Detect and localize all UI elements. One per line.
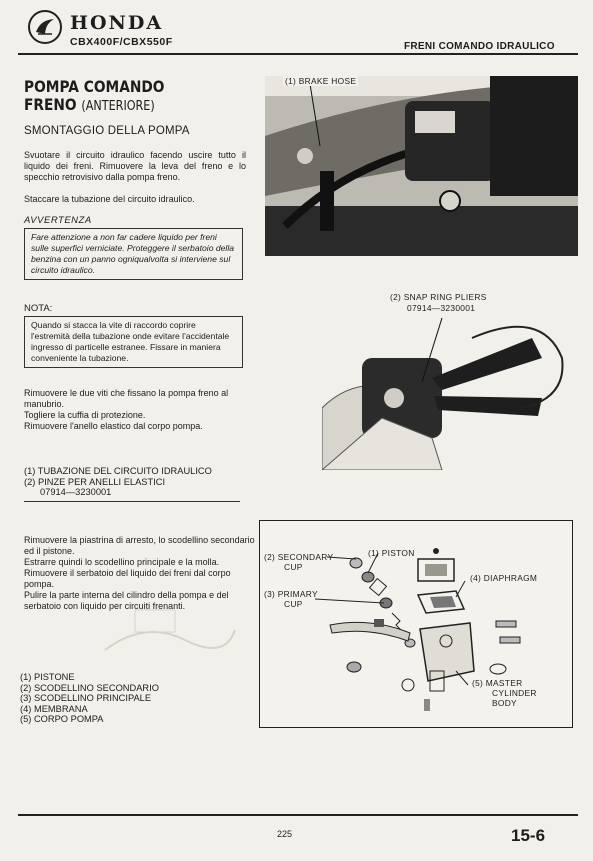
intro-text: Svuotare il circuito idraulico facendo uscire tutto il liquido dei freni. Rimuovere la leva del freno e lo specchio retrovisivo dalla pompa freno. [24,150,246,182]
brand-name: HONDA [70,12,164,34]
disassembly-text-3: Rimuovere il serbatoio del liquido dei freni dal corpo pompa. [24,568,231,589]
label-line: (2) SECONDARY [264,552,334,562]
remove-text-2: Togliere la cuffia di protezione. [24,410,146,420]
page-title [24,78,230,116]
title-line-2: FRENO [24,95,77,114]
label-line: CUP [284,562,303,572]
legend-item: 07914—3230001 [40,487,112,497]
legend-item: (2) SCODELLINO SECONDARIO [20,682,159,693]
section-title: FRENI COMANDO IDRAULICO [404,41,555,52]
legend-item: (3) SCODELLINO PRINCIPALE [20,693,152,703]
disassembly-text-2: Estrarre quindi lo scodellino principale e la molla. [24,557,220,567]
pliers-part-number: 07914—3230001 [407,303,476,313]
label-line: BODY [492,698,517,708]
label-diaphragm: (4) DIAPHRAGM [470,573,538,583]
legend-rule [24,501,240,502]
label-line: (3) PRIMARY [264,589,318,599]
title-paren: (ANTERIORE) [81,99,155,114]
legend-item: (2) PINZE PER ANELLI ELASTICI [24,476,166,487]
label-line: (5) MASTER [472,678,523,688]
header-rule [18,53,578,55]
warning-box: Fare attenzione a non far cadere liquido per freni sulle superfici verniciate. Proteggere il serbatoio della benzina con un panno ogniqualvolta si interviene sul circuito idraulico. [24,228,243,280]
model-name: CBX400F/CBX550F [70,36,173,48]
brake-hose-callout: (1) BRAKE HOSE [285,76,357,86]
legend-item: (5) CORPO POMPA [20,714,104,724]
label-master-cylinder-body [472,678,537,708]
title-line-1: POMPA COMANDO [24,77,165,96]
legend-photos [24,466,212,498]
wing-icon [32,14,58,40]
snap-ring-pliers-callout: (2) SNAP RING PLIERS [390,292,487,302]
label-piston: (1) PISTON [368,548,415,558]
legend-diagram [20,672,159,725]
master-cylinder-diagram [259,520,573,728]
remove-text-3: Rimuovere l'anello elastico dal corpo pompa. [24,421,203,431]
bleed-through-sketch [95,600,245,680]
legend-item: (4) MEMBRANA [20,703,88,714]
page-number: 225 [277,829,293,839]
note-box: Quando si stacca la vite di raccordo coprire l'estremità della tubazione onde evitare l'accidentale ingresso di particelle estranee. Fissare in maniera conveniente la tubazione. [24,316,243,368]
intro-text-2: Staccare la tubazione del circuito idraulico. [24,194,195,204]
brake-hose-photo [265,76,578,256]
label-line: CUP [284,599,303,609]
disassembly-text-1: Rimuovere la piastrina di arresto, lo scodellino secondario ed il pistone. [24,535,255,556]
subtitle: SMONTAGGIO DELLA POMPA [24,125,190,137]
remove-text-1: Rimuovere le due viti che fissano la pompa freno al manubrio. [24,388,229,409]
disassembly-text-4: Pulire la parte interna del cilindro della pompa e del serbatoio con liquido per circuiti frenanti. [24,590,229,611]
honda-wing-logo [28,10,62,44]
snap-ring-pliers-photo [322,318,568,470]
footer-rule [18,814,578,816]
note-label: NOTA: [24,303,53,314]
warning-label: AVVERTENZA [24,215,92,226]
section-number: 15-6 [511,826,546,845]
label-line: CYLINDER [492,688,537,698]
label-secondary-cup [264,552,333,572]
label-primary-cup [264,589,318,609]
legend-item: (1) TUBAZIONE DEL CIRCUITO IDRAULICO [24,466,212,476]
legend-item: (1) PISTONE [20,672,75,682]
